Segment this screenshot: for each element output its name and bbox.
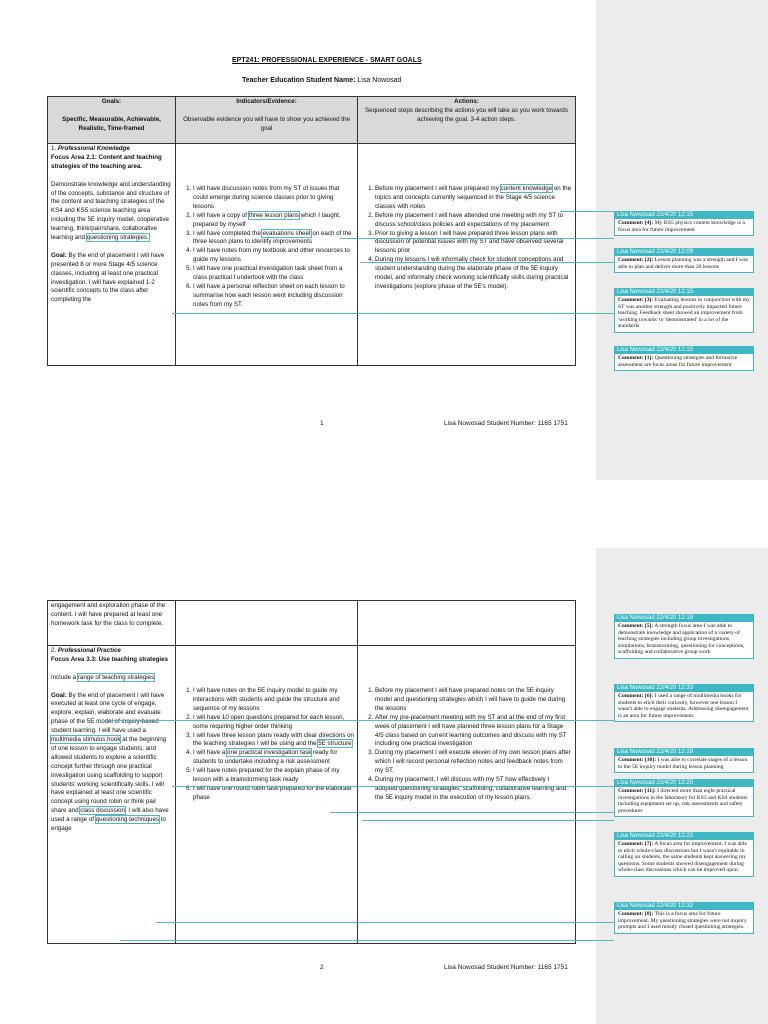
indicators-header-title: Indicators/Evidence: [236, 98, 297, 105]
comment-label: Comment [618, 693, 642, 699]
indicators-cell [176, 144, 358, 366]
comment-text: A focus area for improvement. I was able to elicit whole-class discussions but I wasn't equitable in calling on students, the same students kept answering my questions. Some students showed disengagement during whole-class discussions which can be improved upon. [618, 841, 747, 874]
student-name-label: Teacher Education Student Name: [242, 77, 356, 84]
list-item-text: I will have three lesson plans ready with clear directions on the teaching strategies I will be using and the [193, 731, 354, 748]
document-title: EPT241: PROFESSIONAL EXPERIENCE - SMART GOALS [232, 57, 422, 64]
student-name-value: Lisa Nowosad [357, 77, 402, 84]
comment-header: Lisa Nowosad 22/4/20 12:15 [614, 288, 754, 296]
highlighted-text[interactable]: questioning strategies. [86, 234, 149, 242]
comment-text: Questioning strategies and formative assessment are focus areas for future improvement [618, 355, 738, 368]
list-item-text: which I taught, prepared by myself [193, 211, 341, 228]
comment-text: Lesson planning was a strength and I was able to plan and deliver more than 20 lessons [618, 257, 748, 270]
comment-number: [11]: [644, 788, 656, 794]
comment-balloon[interactable] [614, 288, 754, 333]
comment-label-colon: : [641, 693, 645, 699]
table-header-row [48, 97, 576, 144]
comment-connector [362, 820, 614, 821]
comment-label: Comment [618, 355, 642, 361]
comment-connector [120, 940, 614, 941]
list-item [193, 687, 354, 714]
list-item-text: I will have 10 open questions prepared for each lesson, some requiring higher order thinking [193, 713, 345, 730]
comment-body [614, 354, 754, 371]
page-number: 2 [320, 964, 324, 971]
comment-label: Comment [618, 297, 642, 303]
comment-balloon[interactable] [614, 684, 754, 722]
list-item-text: I will have completed the [193, 229, 263, 237]
comment-connector [330, 812, 614, 813]
comment-balloon[interactable] [614, 779, 754, 817]
table-row [48, 646, 576, 944]
list-item [193, 230, 354, 248]
list-item-text: I will have notes on the 5E inquiry model to guide my interactions with students and guide the structure and sequence of my lessons [193, 687, 340, 712]
goal-statement: Goal: By the end of placement I will have presented 8 or more Stage 4/5 science classes, including at least one practical investigation. I will have explained 1-2 scientific concepts to the class after completing the [51, 251, 165, 304]
comment-number: [3]: [644, 297, 654, 303]
comment-header: Lisa Nowosad 22/4/20 12:19 [614, 748, 754, 756]
comment-body [614, 756, 754, 773]
comment-label: Comment [618, 788, 642, 794]
highlighted-text[interactable]: one practical investigation task [227, 749, 312, 757]
list-item-text: on the topics and concepts currently sequenced in the Stage 4/5 science classes with notes [375, 185, 572, 210]
comment-text: A strength focus area-I was able to demonstrate knowledge and application of a variety of teaching strategies including group investigations, simulations, brainstorming, questioning for conceptions, scaffolding and collaborative group work [618, 623, 745, 656]
list-item [193, 283, 354, 310]
table-row [48, 601, 576, 646]
list-item [193, 212, 354, 230]
comment-balloon[interactable] [614, 832, 754, 877]
comment-connector [360, 262, 614, 263]
indicators-header-sub: Observable evidence you will have to show you achieved the goal [183, 115, 350, 132]
list-item [375, 776, 572, 803]
list-item-text: I will have a [193, 749, 228, 757]
actions-cell [358, 646, 576, 944]
comment-label-colon: : [641, 257, 645, 263]
list-item [193, 767, 354, 785]
document-page-2 [0, 548, 768, 1024]
goal-description: Demonstrate knowledge and understanding of the concepts, substance and structure of the content and teaching strategies of the KS4 and KS5 science teaching area including the 5E inquiry model, cooperative learning, think/pair/share, collaborative learning and questioning strategies. [51, 180, 171, 242]
highlighted-text[interactable]: range of teaching strategies [77, 673, 155, 681]
comment-balloon[interactable] [614, 346, 754, 371]
actions-header-title: Actions: [454, 98, 479, 105]
comment-text: I used a range of multimedia hooks for students to elicit their curiosity, however one lesson I wasn't able to engage students. Addressing disengagement is an area for future improvement. [618, 693, 749, 719]
goal-continuation-cell: engagement and exploration phase of the content. I will have prepared at least one homework task for the class to complete. [48, 601, 176, 646]
highlighted-text[interactable]: class discussion [80, 807, 125, 815]
list-item-text: ready for students to undertake including a risk assessment [193, 749, 338, 766]
list-item [193, 785, 354, 803]
table-row [48, 144, 576, 366]
list-item-text: Before my placement I will have prepared my [375, 185, 501, 192]
list-item-text: I will have one practical investigation task sheet from a class practical I undertook with the class [193, 265, 343, 282]
comment-balloon[interactable] [614, 748, 754, 773]
comment-header: Lisa Nowosad 22/4/20 12:15 [614, 211, 754, 219]
goal-focus-area: Focus Area 3.3: Use teaching strategies [51, 655, 169, 663]
comment-text: My KS5 physics content knowledge is a focus area for future improvement [618, 220, 745, 233]
actions-header-sub: Sequenced steps describing the actions you will take as you work towards achieving the goal. 3-4 action steps. [365, 106, 568, 123]
comment-body [614, 787, 754, 817]
student-name-line [242, 77, 401, 84]
comment-number: [6]: [644, 693, 654, 699]
page-number: 1 [320, 420, 324, 427]
comment-body [614, 622, 754, 659]
comment-balloon[interactable] [614, 614, 754, 659]
comment-label-colon: : [641, 841, 645, 847]
comment-label: Comment [618, 841, 642, 847]
list-item [193, 185, 354, 212]
list-item-text: Prior to giving a lesson I will have prepared three lesson plans with discussion of potential issues with my ST and have observed several lessons prior [375, 229, 564, 255]
list-item-text: After my pre-placement meeting with my ST and at the end of my first week of placement I will have planned three lesson plans for a Stage 4/5 class based on current learning outcomes and discuss with my ST including one practical investigation [375, 713, 567, 748]
indicators-header [176, 97, 358, 144]
comment-connector [172, 786, 614, 787]
goal-cell [48, 144, 176, 366]
comment-number: [2]: [644, 257, 654, 263]
comment-label-colon: : [641, 623, 645, 629]
comment-label-colon: : [641, 911, 645, 917]
page-footer: Lisa Nowosad Student Number: 1165 1751 [444, 964, 568, 971]
goal-area-title: Professional Practice [57, 647, 121, 654]
comment-label-colon: : [641, 757, 645, 763]
goal-statement: Goal: By the end of placement I will have executed at least one cycle of engage, explore, explain, elaborate and evaluate phase of the 5E model of inquiry-based student learning. I will have used a multimedia stimulus hook at the beginning of one lesson to engage students, and allowed students to explore a scientific concept further through one practical investigation using scaffolding to support students' working scientifically skills. I will have explained at least one scientific concept using round robin or think pair share and class discussion. I will also have used a range of questioning techniques to engage [51, 691, 169, 833]
highlighted-text[interactable]: content knowledge [500, 185, 553, 192]
comment-label: Comment [618, 220, 642, 226]
list-item-text: I will have notes from my textbook and other resources to guide my lessons [193, 247, 350, 264]
highlighted-text[interactable]: questioning techniques [95, 816, 160, 824]
comment-text: Evaluating lessons in conjunction with my ST was another strength and positively impacted future teaching. Feedback sheet showed an improvement from 'working towards' to 'demonstrated' in a lot of the standards [618, 297, 750, 330]
comment-header: Lisa Nowosad 22/4/20 12:32 [614, 902, 754, 910]
goals-header [48, 97, 176, 144]
comment-number: [4]: [644, 220, 654, 226]
list-item-text: I will have one round robin task prepared for the elaborate phase [193, 784, 352, 801]
goal-area-title: Professional Knowledge [57, 145, 130, 152]
list-item-text: on each of the three lesson plans to identify improvements [193, 229, 352, 246]
highlighted-text[interactable]: 5E structure [318, 740, 352, 748]
comment-connector [104, 720, 614, 721]
comment-number: [1]: [644, 355, 654, 361]
comment-body [614, 256, 754, 273]
comment-header: Lisa Nowosad 22/4/20 12:20 [614, 779, 754, 787]
comment-label: Comment [618, 911, 642, 917]
goal-include: Include a range of teaching strategies [51, 673, 155, 681]
comment-body [614, 219, 754, 236]
indicators-list [179, 185, 354, 310]
comment-number: [10]: [644, 757, 657, 763]
comment-body [614, 910, 754, 934]
list-item [193, 714, 354, 732]
list-item [193, 732, 354, 750]
comment-label-colon: : [641, 220, 645, 226]
page-footer: Lisa Nowosad Student Number: 1165 1751 [444, 420, 568, 427]
list-item [193, 265, 354, 283]
goal-cell [48, 646, 176, 944]
list-item-text: I will have discussion notes from my ST of issues that could emerge during science classes prior to giving lessons [193, 185, 340, 210]
comment-header: Lisa Nowosad 22/4/20 12:22 [614, 832, 754, 840]
goals-header-title: Goals: [101, 98, 122, 105]
list-item-text: During my placement, I will discuss with my ST how effectively I adopted questioning strategies, scaffolding, collaborative learning and the 5E inquiry model in the execution of my lesson plans. [375, 776, 567, 801]
goal-area: 1. Professional Knowledge [51, 145, 130, 152]
actions-continuation-cell [358, 601, 576, 646]
comment-label-colon: : [641, 297, 645, 303]
list-item-text: During my placement I will execute eleven of my own lesson plans after which I will record personal reflection notes and feedback notes from my ST. [375, 749, 571, 775]
document-page-1 [0, 0, 768, 480]
comment-header: Lisa Nowosad 22/4/20 12:19 [614, 614, 754, 622]
list-item [375, 212, 572, 230]
comment-body [614, 840, 754, 877]
comment-label-colon: : [641, 355, 645, 361]
list-item [193, 749, 354, 767]
highlighted-text[interactable]: evaluations sheet [262, 229, 311, 237]
comment-number: [7]: [644, 841, 654, 847]
indicators-cell [176, 646, 358, 944]
comment-text: I was able to correlate stages of a lesson to the 5E inquiry model during lesson planning [618, 757, 748, 770]
list-item [193, 247, 354, 265]
comment-text: I directed more than eight practical investigations in the laboratory for KS3 and KS4 students including equipment set up, risk assessments and safety procedures [618, 788, 748, 814]
actions-cell [358, 144, 576, 366]
goals-header-sub: Specific, Measurable, Achievable, Realistic, Time-framed [62, 115, 161, 132]
comment-label: Comment [618, 257, 642, 263]
comment-body [614, 692, 754, 722]
comment-header: Lisa Nowosad 22/4/20 12:33 [614, 684, 754, 692]
list-item [375, 749, 572, 776]
indicators-continuation-cell [176, 601, 358, 646]
list-item [375, 687, 572, 714]
comment-header: Lisa Nowosad 22/4/20 12:15 [614, 346, 754, 354]
comment-connector [172, 313, 614, 314]
list-item [375, 185, 572, 212]
comment-connector [560, 211, 614, 212]
comment-number: [8]: [644, 911, 654, 917]
comment-text: This is a focus area for future improvement. My questioning strategies were not inquiry prompts and I used mostly closed questioning strategies. [618, 911, 747, 931]
comment-balloon[interactable] [614, 902, 754, 934]
highlighted-text[interactable]: multimedia stimulus hook [51, 736, 121, 744]
actions-header [358, 97, 576, 144]
comment-label: Comment [618, 623, 642, 629]
comment-connector [340, 238, 614, 239]
comment-balloon[interactable] [614, 248, 754, 273]
comments-margin-panel [596, 0, 768, 480]
comment-number: [5]: [644, 623, 654, 629]
smart-goals-table-page-2 [47, 600, 576, 944]
smart-goals-table-page-1 [47, 96, 576, 366]
comment-header: Lisa Nowosad 22/4/20 12:09 [614, 248, 754, 256]
goal-area: 2. Professional Practice [51, 647, 121, 654]
comment-balloon[interactable] [614, 211, 754, 236]
list-item-text: Before my placement I will have attended one meeting with my ST to discuss school/class policies and expectations of my placement [375, 211, 564, 228]
list-item [375, 230, 572, 257]
list-item-text: I will have a personal reflection sheet on each lesson to summarise how each lesson went including discussion notes from my ST. [193, 282, 345, 308]
list-item-text: I will have notes prepared for the explain phase of my lesson with a brainstorming task ready [193, 767, 340, 784]
list-item-text: During my lessons I will informally check for student conceptions and student understanding during the elaborate phase of the 5E inquiry model, and informally check working scientifically skills during practical investigations (explore phase of the 5E's model). [375, 256, 569, 290]
goal-focus-area: Focus Area 2.1: Content and teaching strategies of the teaching area. [51, 153, 162, 170]
comment-connector [156, 922, 614, 923]
comment-label-colon: : [641, 788, 645, 794]
list-item-text: I will have a copy of [193, 211, 249, 219]
highlighted-text[interactable]: three lesson plans [248, 211, 299, 219]
comment-label: Comment [618, 757, 642, 763]
comment-body [614, 296, 754, 333]
list-item-text: Before my placement I will have prepared notes on the 5E inquiry model and questioning strategies which I will have to guide me during the lessons [375, 687, 566, 712]
